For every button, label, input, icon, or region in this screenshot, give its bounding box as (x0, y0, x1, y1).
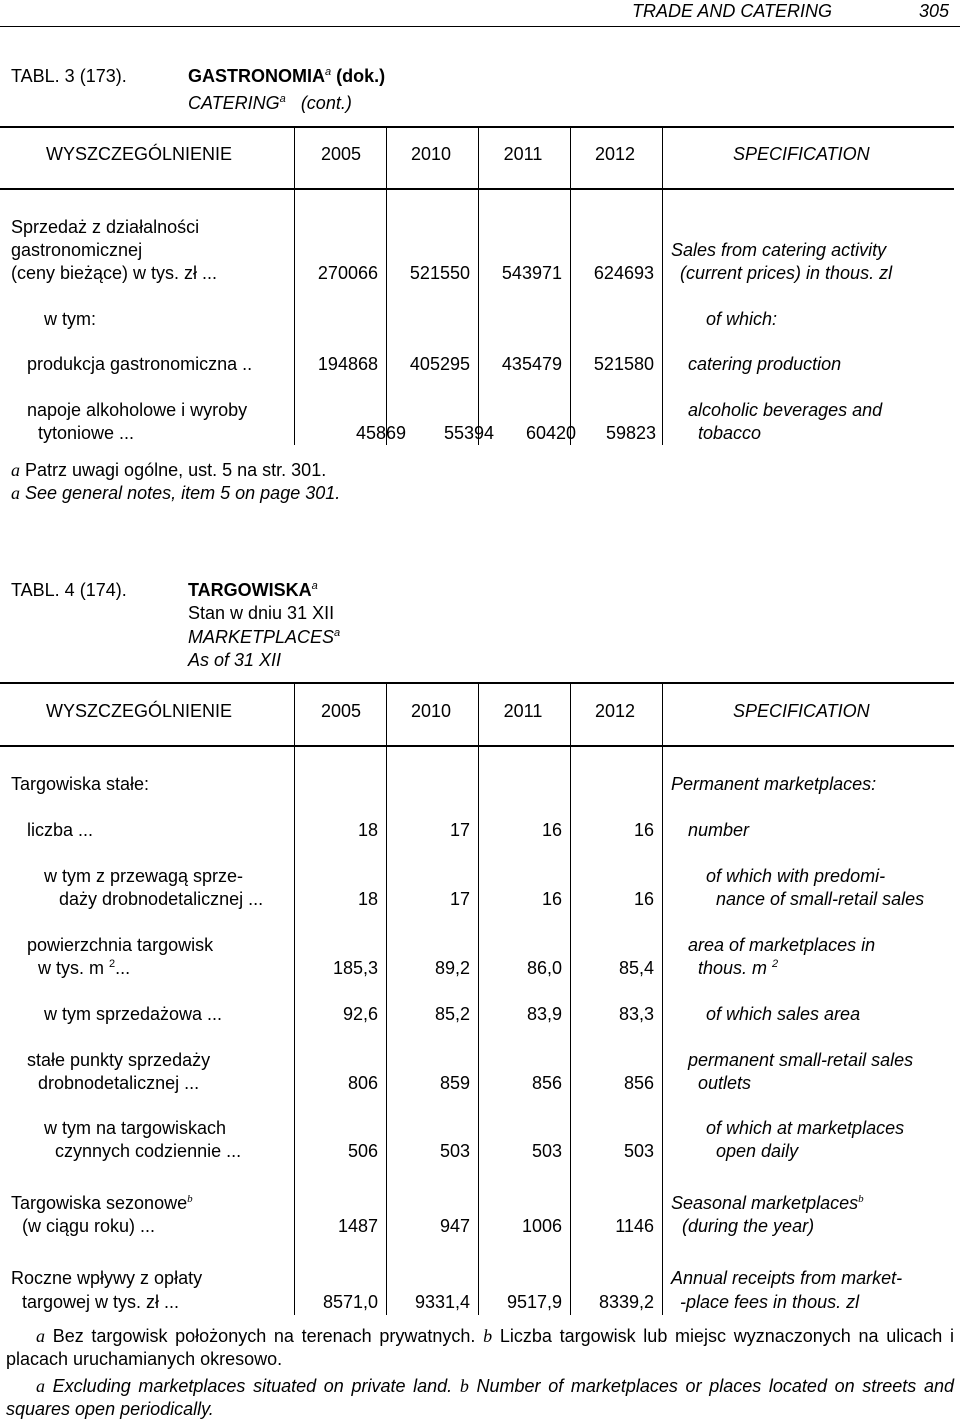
table-4-row-label-en: nance of small-retail sales (716, 889, 925, 909)
table-3-row-label: w tym: (44, 309, 96, 329)
table-4-cell: 92,6 (342, 1004, 378, 1024)
table-4-row-label: Targowiska sezonowe$^b$ (11, 1193, 193, 1213)
table-3-head-year: 2011 (503, 144, 543, 164)
table-4-cell: 503 (623, 1141, 654, 1161)
table-4-cell: 1006 (521, 1216, 562, 1236)
table-4-row-label: Targowiska stałe: (11, 774, 150, 794)
table-4-cell: 806 (347, 1073, 378, 1093)
table-4-title-pl: TARGOWISKA$^a$ (188, 580, 318, 600)
table-4-row-label: drobnodetalicznej ... (38, 1073, 200, 1093)
table-3-title-en: CATERING$^a$ (cont.) (188, 93, 352, 113)
table-3-note-pl: a Patrz uwagi ogólne, ust. 5 na str. 301. (11, 460, 327, 480)
table-4-cell: 185,3 (332, 958, 378, 978)
table-4-cell: 856 (531, 1073, 562, 1093)
table-4-footnote-pl: a Bez targowisk położonych na terenach prywatnych. b Liczba targowisk lub miejsc wyznaczonych na ulicach i placach uruchamianych okresowo. (6, 1326, 954, 1369)
table-4-number: TABL. 4 (174). (11, 580, 127, 600)
table-4-cell: 856 (623, 1073, 654, 1093)
table-3-head-top-rule (0, 126, 954, 128)
page-number: 305 (919, 1, 950, 21)
table-4-row-label-en: outlets (698, 1073, 752, 1093)
table-4-head-bottom-rule (0, 745, 954, 747)
table-3-cell: 543971 (501, 263, 562, 283)
table-3-cell: 59823 (605, 423, 656, 443)
table-4-cell: 18 (357, 820, 378, 840)
table-4-cell: 1146 (615, 1216, 654, 1236)
table-4-row-label-en: Seasonal marketplaces$^b$ (671, 1193, 864, 1213)
table-4-cell: 86,0 (526, 958, 562, 978)
table-3-row-label-en: (current prices) in thous. zl (680, 263, 893, 283)
table-4-cell: 503 (531, 1141, 562, 1161)
table-4-subtitle-pl: Stan w dniu 31 XII (188, 603, 335, 623)
table-4-row-label: daży drobnodetalicznej ... (59, 889, 264, 909)
table-4-head-year: 2012 (594, 701, 636, 721)
table-3-cell: 60420 (525, 423, 576, 443)
table-4-row-label-en: Permanent marketplaces: (671, 774, 877, 794)
table-3-note-en: a See general notes, item 5 on page 301. (11, 483, 341, 503)
table-4-row-label: targowej w tys. zł ... (22, 1292, 180, 1312)
table-3-head-year: 2005 (320, 144, 362, 164)
table-3-row-label-en: alcoholic beverages and (688, 400, 883, 420)
table-4-cell: 8339,2 (598, 1292, 654, 1312)
table-3-head-year: 2012 (594, 144, 636, 164)
table-3-row-label-en: Sales from catering activity (671, 240, 887, 260)
table-4-head-top-rule (0, 682, 954, 684)
table-4-row-label: czynnych codziennie ... (55, 1141, 242, 1161)
table-3-cell: 194868 (317, 354, 378, 374)
table-4-subtitle-en: As of 31 XII (188, 650, 282, 670)
table-3-head-bottom-rule (0, 188, 954, 190)
table-3-number: TABL. 3 (173). (11, 66, 127, 86)
table-4-cell: 506 (347, 1141, 378, 1161)
table-4-head-left: WYSZCZEGÓLNIENIE (46, 701, 233, 721)
table-4-head-right: SPECIFICATION (733, 701, 870, 721)
table-3-cell: 521580 (593, 354, 654, 374)
table-4-column-rule (662, 684, 663, 1315)
table-4-cell: 1487 (337, 1216, 378, 1236)
table-3-row-label: tytoniowe ... (38, 423, 135, 443)
table-4-row-label-en: number (688, 820, 750, 840)
table-4-row-label-en: -place fees in thous. zl (680, 1292, 860, 1312)
table-4-cell: 89,2 (434, 958, 470, 978)
table-3-cell: 435479 (501, 354, 562, 374)
table-4-row-label: liczba ... (27, 820, 94, 840)
table-3-cell: 270066 (317, 263, 378, 283)
table-3-row-label-en: catering production (688, 354, 842, 374)
table-4-footnote-en: a Excluding marketplaces situated on private land. b Number of marketplaces or places located on streets and squares open periodically. (6, 1376, 954, 1419)
table-4-cell: 947 (439, 1216, 470, 1236)
table-3-head-right: SPECIFICATION (733, 144, 870, 164)
table-3-row-label: gastronomicznej (11, 240, 143, 260)
table-3-column-rule (570, 128, 571, 445)
table-4-row-label-en: permanent small-retail sales (688, 1050, 914, 1070)
table-3-row-label: produkcja gastronomiczna .. (27, 354, 253, 374)
table-4-row-label: stałe punkty sprzedaży (27, 1050, 211, 1070)
table-4-row-label: Roczne wpływy z opłaty (11, 1268, 203, 1288)
table-3-column-rule (478, 128, 479, 445)
table-4-row-label: w tym na targowiskach (44, 1118, 227, 1138)
table-3-cell: 521550 (409, 263, 470, 283)
table-4-cell: 17 (449, 820, 470, 840)
table-4-cell: 16 (541, 820, 562, 840)
table-3-cell: 45869 (355, 423, 406, 443)
table-4-cell: 16 (633, 889, 654, 909)
table-3-row-label: Sprzedaż z działalności (11, 217, 200, 237)
table-4-head-year: 2005 (320, 701, 362, 721)
table-3-row-label-en: of which: (706, 309, 778, 329)
table-4-column-rule (294, 684, 295, 1315)
header-rule (0, 26, 960, 27)
table-4-cell: 503 (439, 1141, 470, 1161)
table-3-title-pl: GASTRONOMIA$^a$ (dok.) (188, 66, 386, 86)
table-4-row-label-en: Annual receipts from market- (671, 1268, 903, 1288)
table-4-row-label-en: of which sales area (706, 1004, 861, 1024)
running-header-section: TRADE AND CATERING (632, 1, 833, 21)
table-4-cell: 18 (357, 889, 378, 909)
table-4-cell: 83,9 (526, 1004, 562, 1024)
table-3-cell: 55394 (443, 423, 494, 443)
table-4-head-year: 2010 (410, 701, 452, 721)
table-4-cell: 859 (439, 1073, 470, 1093)
table-4-head-year: 2011 (503, 701, 543, 721)
table-4-cell: 16 (541, 889, 562, 909)
table-4-cell: 8571,0 (322, 1292, 378, 1312)
table-3-head-year: 2010 (410, 144, 452, 164)
table-4-cell: 16 (633, 820, 654, 840)
table-4-column-rule (386, 684, 387, 1315)
table-3-column-rule (294, 128, 295, 445)
table-4-row-label-en: thous. m $^2$ (698, 958, 779, 978)
table-4-row-label: (w ciągu roku) ... (22, 1216, 156, 1236)
table-3-row-label: (ceny bieżące) w tys. zł ... (11, 263, 218, 283)
table-3-row-label: napoje alkoholowe i wyroby (27, 400, 248, 420)
table-4-row-label-en: of which with predomi- (706, 866, 886, 886)
table-4-row-label-en: open daily (716, 1141, 799, 1161)
table-4-cell: 85,4 (618, 958, 654, 978)
table-4-cell: 85,2 (434, 1004, 470, 1024)
table-4-column-rule (570, 684, 571, 1315)
table-4-row-label: w tym sprzedażowa ... (44, 1004, 223, 1024)
table-4-cell: 83,3 (618, 1004, 654, 1024)
table-4-row-label: w tys. m $^2$... (38, 958, 131, 978)
table-4-cell: 9517,9 (506, 1292, 562, 1312)
table-3-cell: 624693 (593, 263, 654, 283)
table-4-cell: 17 (449, 889, 470, 909)
table-3-cell: 405295 (409, 354, 470, 374)
table-4-row-label: w tym z przewagą sprze- (44, 866, 244, 886)
table-4-row-label-en: area of marketplaces in (688, 935, 876, 955)
table-4-title-en: MARKETPLACES$^a$ (188, 627, 341, 647)
table-4-cell: 9331,4 (414, 1292, 470, 1312)
table-3-column-rule (662, 128, 663, 445)
table-3-head-left: WYSZCZEGÓLNIENIE (46, 144, 233, 164)
table-4-row-label-en: of which at marketplaces (706, 1118, 905, 1138)
table-4-row-label-en: (during the year) (682, 1216, 815, 1236)
table-4-row-label: powierzchnia targowisk (27, 935, 214, 955)
table-3-row-label-en: tobacco (698, 423, 762, 443)
table-4-column-rule (478, 684, 479, 1315)
table-3-column-rule (386, 128, 387, 445)
